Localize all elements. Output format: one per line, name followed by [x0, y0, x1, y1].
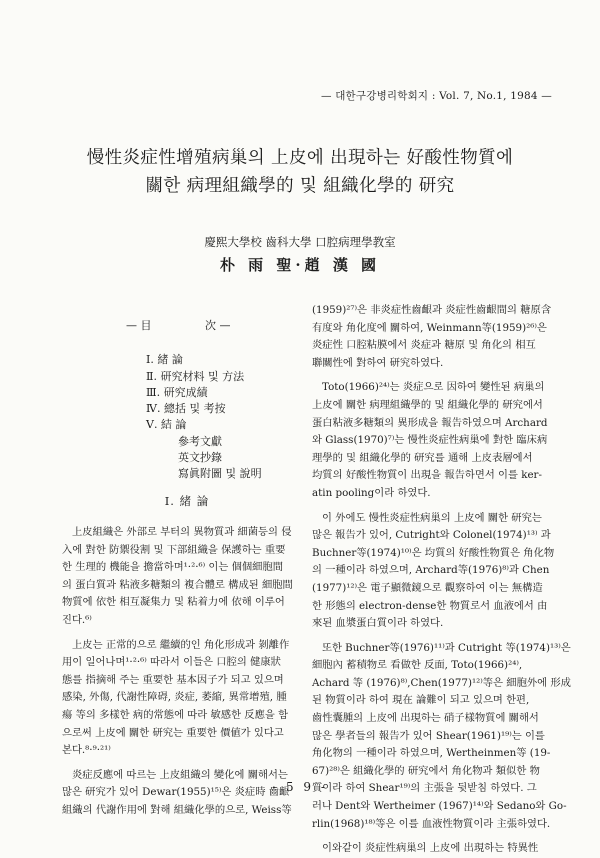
section-heading: Ⅰ. 緒 論 [164, 494, 210, 508]
paragraph-line: 用이 일어나며¹·²·⁶⁾ 따라서 이들은 口腔의 健康狀 [62, 656, 281, 669]
toc-item: Ⅱ. 研究材料 및 方法 [146, 369, 245, 383]
toc-title-right: 次 — [205, 319, 231, 332]
paragraph-line: 러나 Dent와 Wertheimer (1967)¹⁴⁾와 Sedano와 Go- [312, 800, 567, 813]
authors: 朴 雨 聖·趙 漢 國 [219, 256, 381, 274]
paragraph-line: 質이라 하여 Shear¹⁹⁾의 主張을 뒷받침 하였다. 그 [312, 782, 537, 795]
toc-subitem: 英文抄錄 [178, 451, 222, 465]
right-column [312, 302, 571, 858]
paragraph-line: 의 一種이라 하였으며, Archard等(1976)⁸⁾과 Chen [312, 564, 550, 577]
toc-subitem: 參考文獻 [178, 434, 222, 448]
paragraph-line: (1977)¹²⁾은 電子顯微鏡으로 觀察하여 이는 無構造 [312, 581, 543, 594]
paragraph-line: 와 Glass(1970)⁷⁾는 慢性炎症性病巢에 對한 臨床病 [312, 434, 548, 447]
paragraph-line: 炎症反應에 따르는 上皮組織의 變化에 關해서는 [72, 768, 288, 781]
paragraph-line: 角化物의 一種이라 하였으며, Wertheinmen等 (19- [312, 747, 551, 760]
paragraph-line: 67)²⁸⁾은 組織化學的 研究에서 角化物과 類似한 物 [312, 764, 540, 777]
toc-title-left: — 目 [126, 319, 152, 332]
paragraph-line: 한 形態의 electron-dense한 物質로서 血液에서 由 [312, 599, 548, 612]
paragraph-line: 많은 研究가 있어 Dewar(1955)¹⁵⁾은 炎症時 齒齦 [62, 786, 290, 799]
paragraph-line: 된 物質이라 하여 現在 論難이 되고 있으며 한편, [312, 694, 530, 707]
paragraph-line: Achard 等 (1976)⁸⁾,Chen(1977)¹²⁾等은 細胞外에 形成 [312, 676, 571, 689]
title-line-1: 慢性炎症性增殖病巢의 上皮에 出現하는 好酸性物質에 [86, 148, 514, 168]
paragraph-line: atin pooling이라 하였다. [312, 486, 431, 499]
paragraph-line: 細胞內 蓄積物로 看做한 反面, Toto(1966)²⁴⁾, [312, 659, 523, 672]
paragraph-line: 入에 對한 防禦役割 및 下部組織을 保護하는 重要 [62, 543, 286, 556]
paragraph-line: rlin(1968)¹⁸⁾等은 이를 血液性物質이라 主張하였다. [312, 817, 551, 830]
paragraph-line: 의 蛋白質과 粘液多糖類의 複合體로 構成된 細胞間 [62, 578, 293, 591]
paragraph-line: 態를 指摘해 주는 重要한 基本因子가 되고 있으며 [62, 673, 284, 686]
paragraph-line: 理學的 및 組織化學的 研究를 通해 上皮表層에서 [312, 451, 533, 464]
paragraph-line: 많은 學者들의 報告가 있어 Shear(1961)¹⁹⁾는 이를 [312, 729, 545, 742]
paragraph-line: 上皮는 正常的으로 繼續的인 角化形成과 剝離作 [72, 638, 290, 651]
paragraph-line: 物質에 依한 相互凝集力 및 粘着力에 依해 이루어 [62, 596, 285, 609]
page-number: - 5 9 - [272, 780, 328, 794]
paragraph-line: 본다.⁸·⁹·²¹⁾ [62, 744, 111, 757]
table-of-contents [116, 318, 316, 483]
paragraph-line: 炎症性 口腔粘膜에서 炎症과 糖原 및 角化의 相互 [312, 339, 536, 352]
toc-subitem: 寫眞附圖 및 說明 [178, 467, 262, 481]
paragraph-line: 上皮組織은 外部로 부터의 異物質과 細菌등의 侵 [72, 526, 292, 538]
paragraph-line: 齒性囊腫의 上皮에 出現하는 硝子樣物質에 關해서 [312, 712, 539, 725]
paragraph-line: 많은 報告가 있어, Cutright와 Colonel(1974)¹³⁾ 과 [312, 529, 551, 542]
paragraph-line: 上皮에 關한 病理組織學的 및 組織化學的 研究에서 [312, 398, 543, 411]
paragraph-line: 蛋白粘液多糖類의 異形成을 報告하였으며 Archard [312, 416, 548, 429]
paragraph-line: 瘍 等의 多樣한 病的常態에 따라 敏感한 反應을 함 [62, 708, 289, 721]
paragraph-line: Buchner等(1974)¹⁰⁾은 均質의 好酸性物質은 角化物 [312, 546, 555, 559]
paragraph-line: 진다.⁶⁾ [62, 613, 92, 626]
paragraph-line: 來된 血漿蛋白質이라 하였다. [312, 617, 444, 630]
paragraph-line: 이와같이 炎症性病巢의 上皮에 出現하는 特異性 [322, 842, 539, 855]
affiliation: 慶熙大學校 齒科大學 口腔病理學教室 [204, 235, 396, 249]
paragraph-line: 또한 Buchner等(1976)¹¹⁾과 Cutright 等(1974)¹³⁾은 [322, 641, 571, 654]
toc-item: Ⅰ. 緒 論 [146, 353, 183, 367]
toc-item: Ⅲ. 研究成績 [146, 385, 208, 399]
toc-item: Ⅴ. 結 論 [146, 418, 187, 432]
paragraph-line: 이 外에도 慢性炎症性病巢의 上皮에 關한 研究는 [322, 511, 542, 524]
paragraph-line: (1959)²⁷⁾은 非炎症性齒齦과 炎症性齒齦間의 糖原含 [312, 304, 552, 316]
paragraph-line: 感染, 外傷, 代謝性障碍, 炎症, 萎縮, 異常增殖, 腫 [62, 691, 287, 704]
paragraph-line: 有度와 角化度에 關하여, Weinmann等(1959)²⁶⁾은 [312, 321, 547, 334]
journal-header: — 대한구강병리학회지 : Vol. 7, No.1, 1984 — [320, 90, 552, 102]
paragraph-line: 組織의 代謝作用에 對해 組織化學的으로, Weiss等 [62, 803, 292, 816]
title-line-2: 關한 病理組織學的 및 組織化學的 研究 [145, 176, 455, 196]
paragraph-line: 聯關性에 對하여 研究하였다. [312, 356, 444, 369]
left-column [62, 524, 312, 820]
toc-item: Ⅳ. 總括 및 考按 [146, 402, 226, 416]
paragraph-line: 한 生理的 機能을 擔當하며¹·²·⁶⁾ 이는 個個細胞間 [62, 561, 284, 574]
paragraph-line: 으로써 上皮에 關한 研究는 重要한 價値가 있다고 [62, 726, 284, 739]
article-title [0, 144, 600, 200]
toc-title [116, 318, 316, 334]
paragraph-line: Toto(1966)²⁴⁾는 炎症으로 因하여 變性된 病巢의 [322, 381, 545, 394]
paragraph-line: 均質의 好酸性物質이 出現을 報告하면서 이를 ker- [312, 469, 542, 482]
